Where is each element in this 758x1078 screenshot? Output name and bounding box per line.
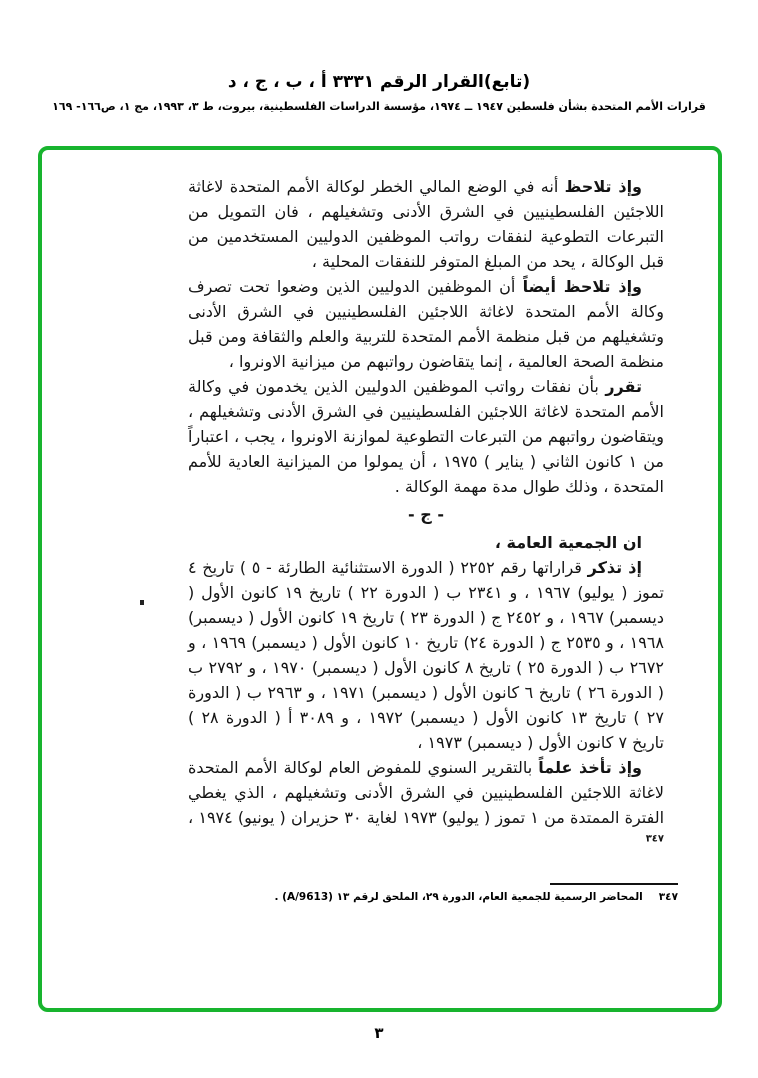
paragraph-body: أن الموظفين الدوليين الذين وضعوا تحت تصرف وكالة الأمم المتحدة لاغاثة اللاجئين الفلسطينيين في الشرق الأدنى وتشغيلهم من قبل منظمة الأمم المتحدة للتربية والعلم والثقافة ومن قبل منظمة الصحة العالمية ، إنما يتقاضون رواتبهم من ميزانية الاونروا ، bbox=[188, 277, 664, 371]
page-number: ٣ bbox=[374, 1024, 384, 1042]
footnote-reference-marker: ٣٤٧ bbox=[645, 833, 664, 845]
paragraph-body: أنه في الوضع المالي الخطر لوكالة الأمم المتحدة لاغاثة اللاجئين الفلسطينيين في الشرق الأدنى وتشغيلهم ، فان التمويل من التبرعات التطوعية لنفقات رواتب الموظفين الدوليين المستخدمين من قبل الوكالة ، يحد من المبلغ المتوفر للنفقات المحلية ، bbox=[188, 177, 664, 271]
paragraph-lead: تقرر bbox=[605, 377, 642, 396]
paragraph-taking-note-report bbox=[188, 755, 664, 855]
paragraph-lead: وإذ تلاحظ bbox=[564, 177, 643, 196]
footnote-number: ٣٤٧ bbox=[658, 891, 678, 903]
paragraph-international-staff bbox=[188, 274, 664, 374]
paragraph-decides-salaries bbox=[188, 374, 664, 499]
paragraph-lead: وإذ تأخذ علماً bbox=[538, 758, 642, 777]
general-assembly-line: ان الجمعية العامة ، bbox=[494, 533, 642, 552]
paragraph-body: بأن نفقات رواتب الموظفين الدوليين الذين يخدمون في وكالة الأمم المتحدة لاغاثة اللاجئين الفلسطينيين في الشرق الأدنى وتشغيلهم ، ويتقاضون رواتبهم من التبرعات التطوعية لموازنة الاونروا ، يجب ، اعتباراً من ١ كانون الثاني ( يناير ) ١٩٧٥ ، أن يمولوا من الميزانية العادية للأمم المتحدة ، وذلك طوال مدة مهمة الوكالة . bbox=[188, 377, 665, 496]
footnote-divider bbox=[550, 883, 678, 885]
paragraph-lead: وإذ تلاحظ أيضاً bbox=[522, 277, 643, 296]
footnote-area bbox=[68, 883, 678, 903]
content-frame bbox=[38, 146, 722, 1012]
paragraph-body: قراراتها رقم ٢٢٥٢ ( الدورة الاستثنائية الطارئة - ٥ ) تاريخ ٤ تموز ( يوليو) ١٩٦٧ ، و ٢٣٤١ ب ( الدورة ٢٢ ) تاريخ ١٩ كانون الأول ( ديسمبر) ١٩٦٧ ، و ٢٤٥٢ ج ( الدورة ٢٣ ) تاريخ ١٩ كانون الأول ( ديسمبر) ١٩٦٨ ، و ٢٥٣٥ ج ( الدورة ٢٤) تاريخ ١٠ كانون الأول ( ديسمبر) ١٩٦٩ ، و ٢٦٧٢ ب ( الدورة ٢٥ ) تاريخ ٨ كانون الأول ( ديسمبر) ١٩٧٠ ، و ٢٧٩٢ ب ( الدورة ٢٦ ) تاريخ ٦ كانون الأول ( ديسمبر) ١٩٧١ ، و ٢٩٦٣ ب ( الدورة ٢٧ ) تاريخ ١٣ كانون الأول ( ديسمبر) ١٩٧٢ ، و ٣٠٨٩ أ ( الدورة ٢٨ ) تاريخ ٧ كانون الأول ( ديسمبر) ١٩٧٣ ، bbox=[188, 558, 665, 752]
paragraph-recalling-resolutions bbox=[188, 555, 664, 755]
doc-source-line: قرارات الأمم المتحدة بشأن فلسطين ١٩٤٧ ــ ١٩٧٤، مؤسسة الدراسات الفلسطينية، بيروت، ط ٣، ١٩٩٣، مج ١، ص١٦٦- ١٦٩ bbox=[52, 100, 706, 113]
footnote-text: المحاضر الرسمية للجمعية العام، الدورة ٢٩، الملحق لرقم ١٣ (A/9613) . bbox=[274, 891, 643, 903]
scan-ink-speck bbox=[140, 600, 144, 605]
paragraph-body: بالتقرير السنوي للمفوض العام لوكالة الأمم المتحدة لاغاثة اللاجئين الفلسطينيين في الشرق الأدنى وتشغيلهم ، الذي يغطي الفترة الممتدة من ١ تموز ( يوليو) ١٩٧٣ لغاية ٣٠ حزيران ( يونيو) ١٩٧٤ ، bbox=[188, 758, 665, 827]
section-heading-jeem: - ج - bbox=[408, 505, 444, 524]
paragraph-lead: إذ تذكر bbox=[587, 558, 643, 577]
resolution-text bbox=[188, 174, 664, 855]
footnote-text-line bbox=[68, 891, 678, 903]
paragraph-financial-situation bbox=[188, 174, 664, 274]
doc-title: (تابع)القرار الرقم ٣٣٣١ أ ، ب ، ج ، د bbox=[227, 72, 531, 92]
